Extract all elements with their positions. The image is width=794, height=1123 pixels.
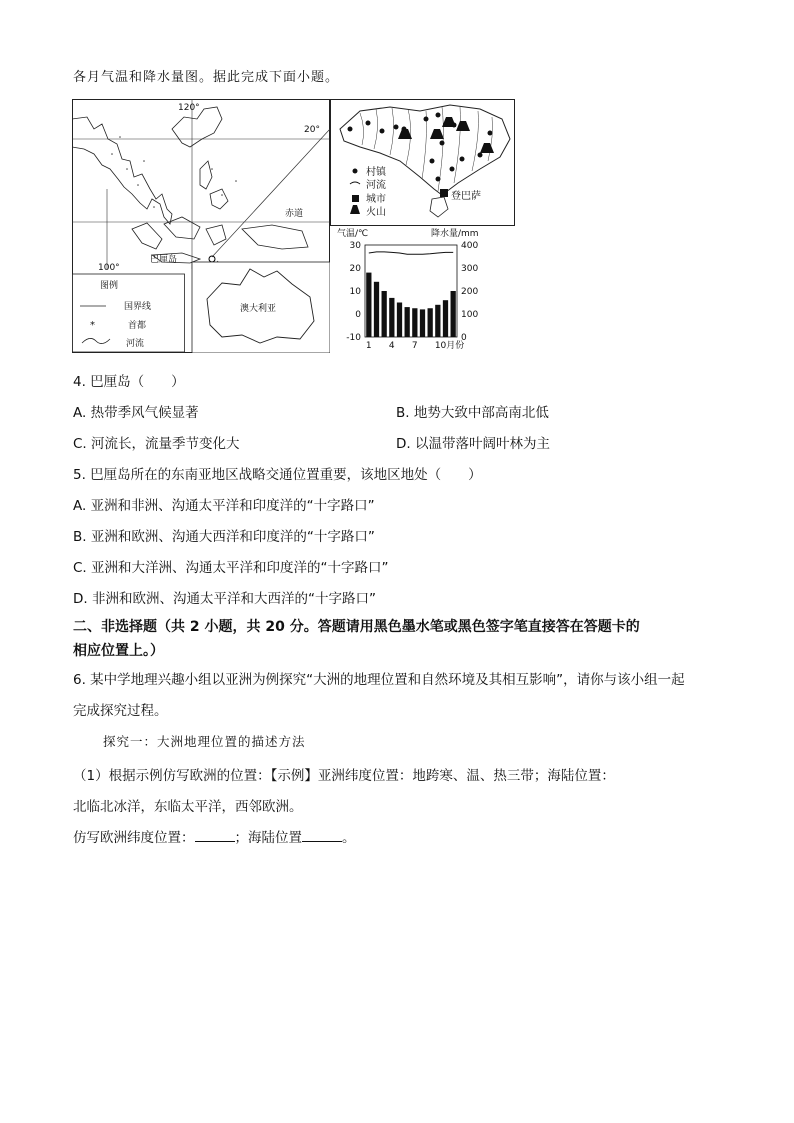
- precip-bar-9: [428, 308, 433, 337]
- sea-land-answer-blank[interactable]: [302, 829, 342, 842]
- x-tick-3: 10月份: [434, 341, 465, 351]
- q5-option-b[interactable]: B. 亚洲和欧洲、沟通大西洋和印度洋的“十字路口”: [73, 529, 375, 545]
- inset-city-label: 城市: [366, 194, 386, 205]
- legend-title: 图例: [100, 281, 119, 291]
- y-left-tick-0: 30: [349, 241, 361, 251]
- equator-label: 赤道: [285, 209, 304, 219]
- chart-ylabel-left: 气温/℃: [337, 229, 369, 239]
- explore-heading: 探究一：大洲地理位置的描述方法: [103, 734, 306, 749]
- q4-option-d[interactable]: D. 以温带落叶阔叶林为主: [396, 436, 550, 452]
- q6-sub1-line2: 北临北冰洋，东临太平洋，西邻欧洲。: [73, 799, 303, 815]
- inset-river-label: 河流: [366, 180, 386, 191]
- y-left-tick-3: 0: [355, 310, 361, 320]
- section2-heading-line1: 二、非选择题（共 2 小题，共 20 分。答题请用黑色墨水笔或黑色签字笔直接答在答题卡的: [73, 619, 640, 635]
- q6-stem-line2: 完成探究过程。: [73, 703, 168, 719]
- fill-sep-label: ；海陆位置: [234, 830, 302, 846]
- y-left-tick-1: 20: [349, 264, 361, 274]
- y-right-tick-0: 400: [461, 241, 479, 251]
- q6-fill-line: [73, 826, 356, 846]
- q6-stem-line1: 6. 某中学地理兴趣小组以亚洲为例探究“大洲的地理位置和自然环境及其相互影响”，请你与该小组一起: [73, 672, 685, 688]
- y-right-tick-3: 100: [461, 310, 479, 320]
- precip-bar-11: [443, 300, 448, 337]
- inset-village-label: 村镇: [366, 167, 386, 178]
- x-tick-1: 4: [388, 341, 395, 351]
- legend-border-label: 国界线: [124, 302, 152, 312]
- fill-end-label: 。: [342, 830, 356, 846]
- precip-bar-2: [374, 282, 379, 337]
- fill-lat-label: 仿写欧洲纬度位置：: [73, 830, 195, 846]
- climate-chart: [335, 226, 515, 352]
- q4-option-a[interactable]: A. 热带季风气候显著: [73, 405, 199, 421]
- chart-ylabel-right: 降水量/mm: [431, 229, 479, 239]
- legend-capital-symbol: *: [90, 320, 95, 331]
- precip-bar-5: [397, 303, 402, 338]
- precip-bar-10: [435, 305, 440, 337]
- y-left-tick-4: -10: [346, 333, 361, 343]
- q4-option-c[interactable]: C. 河流长，流量季节变化大: [73, 436, 240, 452]
- y-right-tick-2: 200: [461, 287, 479, 297]
- southeast-asia-map: [72, 99, 330, 353]
- bali-inset-map: [330, 99, 515, 226]
- intro-text: 各月气温和降水量图。据此完成下面小题。: [73, 70, 340, 85]
- lon-100-label: 100°: [98, 263, 120, 273]
- precip-bar-1: [366, 273, 371, 337]
- y-right-tick-1: 300: [461, 264, 479, 274]
- australia-label: 澳大利亚: [240, 304, 277, 314]
- lat-answer-blank[interactable]: [195, 829, 235, 842]
- precip-bar-3: [382, 291, 387, 337]
- x-tick-0: 1: [365, 341, 372, 351]
- q5-stem: 5. 巴厘岛所在的东南亚地区战略交通位置重要，该地区地处（ ）: [73, 467, 482, 483]
- q4-stem: 4. 巴厘岛（ ）: [73, 374, 185, 390]
- precip-bar-7: [412, 308, 417, 337]
- denpasar-marker-icon: [440, 189, 448, 197]
- q5-option-a[interactable]: A. 亚洲和非洲、沟通太平洋和印度洋的“十字路口”: [73, 498, 375, 514]
- lat-20-label: 20°: [304, 125, 320, 135]
- q4-option-b[interactable]: B. 地势大致中部高南北低: [396, 405, 549, 421]
- precip-bar-12: [451, 291, 456, 337]
- legend-river-label: 河流: [126, 339, 145, 349]
- bali-label: 巴厘岛: [150, 255, 178, 265]
- q5-option-c[interactable]: C. 亚洲和大洋洲、沟通太平洋和印度洋的“十字路口”: [73, 560, 389, 576]
- legend-capital-label: 首都: [128, 321, 147, 331]
- q6-sub1-line1: （1）根据示例仿写欧洲的位置：【示例】亚洲纬度位置：地跨寒、温、热三带；海陆位置：: [73, 768, 615, 784]
- y-left-tick-2: 10: [349, 287, 361, 297]
- village-dot-icon: [353, 169, 358, 174]
- q5-option-d[interactable]: D. 非洲和欧洲、沟通太平洋和大西洋的“十字路口”: [73, 591, 376, 607]
- precip-bar-4: [389, 298, 394, 337]
- temperature-line: [369, 252, 453, 254]
- inset-volcano-label: 火山: [366, 207, 386, 218]
- section2-heading-line2: 相应位置上。）: [73, 643, 164, 659]
- x-tick-2: 7: [411, 341, 418, 351]
- precip-bar-8: [420, 309, 425, 337]
- precip-bar-6: [405, 307, 410, 337]
- city-square-icon: [352, 195, 359, 202]
- lon-120-label: 120°: [178, 103, 200, 113]
- inset-denpasar-label: 登巴萨: [451, 191, 481, 202]
- y-right-tick-4: 0: [461, 333, 467, 343]
